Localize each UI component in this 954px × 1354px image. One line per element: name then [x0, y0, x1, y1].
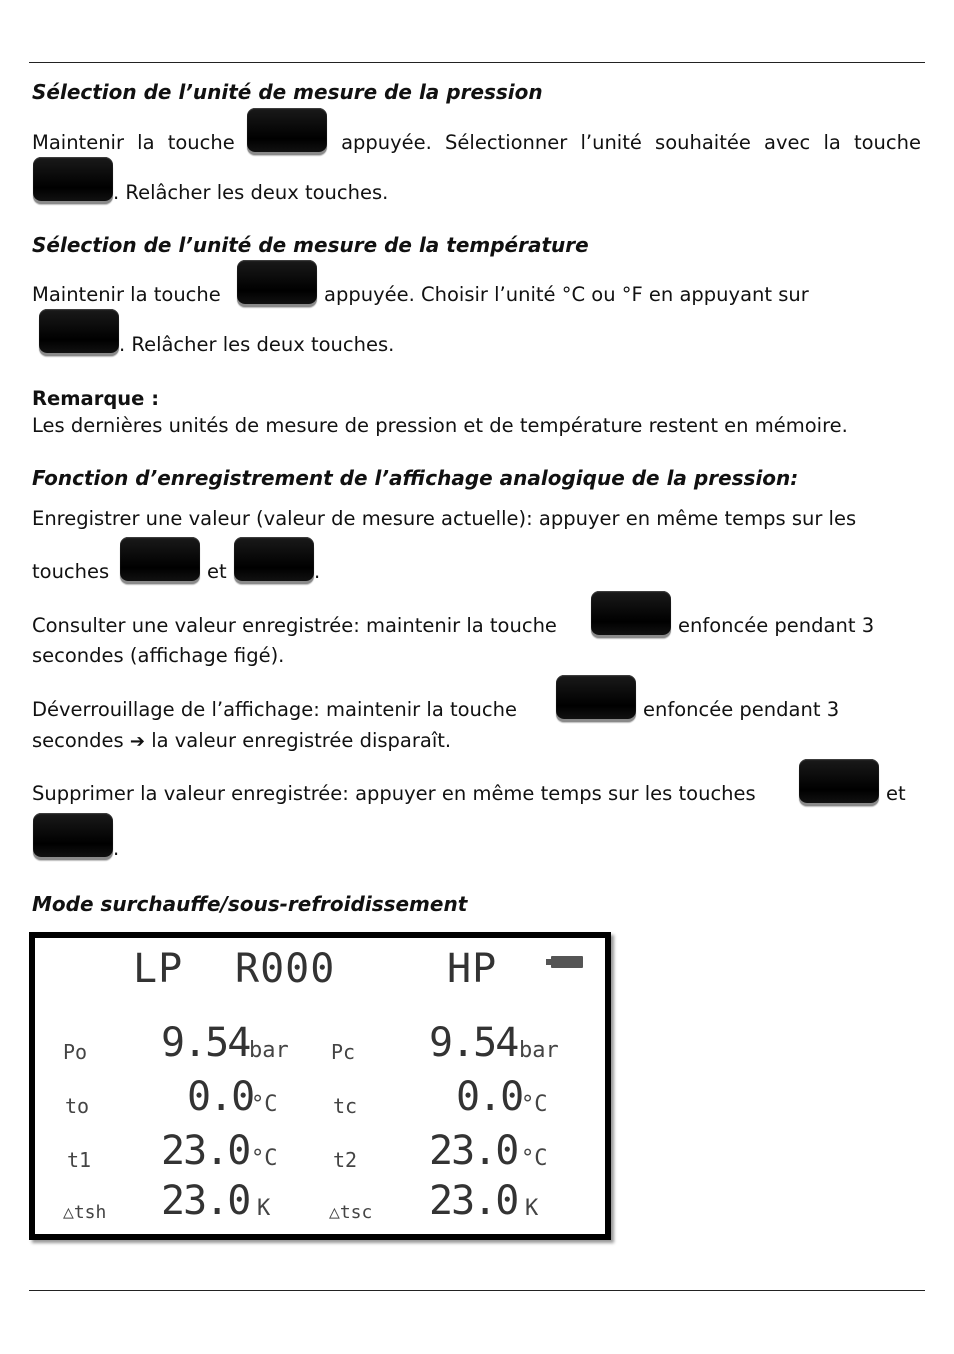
lcd-unit: °C — [521, 1092, 548, 1117]
recording-p3-line1a: Déverrouillage de l’affichage: maintenir la touche — [32, 698, 517, 721]
lcd-value: 23.0 — [161, 1128, 250, 1174]
arrow-right-icon: ➔ — [129, 731, 145, 752]
battery-icon — [551, 956, 583, 968]
text: touche — [167, 131, 235, 154]
pressure-unit-line2: . Relâcher les deux touches. — [113, 181, 389, 204]
recording-p1-line2a: touches — [32, 560, 110, 583]
temperature-unit-line1a: Maintenir la touche — [32, 283, 221, 306]
bottom-rule — [29, 1290, 925, 1291]
recording-p3-line1b: enfoncée pendant 3 — [643, 698, 840, 721]
remark-text: Les dernières unités de mesure de pression et de température restent en mémoire. — [32, 414, 848, 437]
lcd-label: tc — [333, 1094, 358, 1118]
device-key-icon — [591, 591, 671, 635]
heading-recording: Fonction d’enregistrement de l’affichage analogique de la pression: — [32, 466, 799, 490]
text: Sélectionner — [445, 131, 568, 154]
lcd-title-refrigerant: R000 — [235, 946, 336, 992]
recording-p4-line2: . — [113, 837, 120, 860]
recording-p3-line2 — [32, 729, 451, 752]
heading-superheat: Mode surchauffe/sous-refroidissement — [32, 892, 468, 916]
lcd-label: △tsh — [63, 1202, 107, 1223]
recording-p4-line1a: Supprimer la valeur enregistrée: appuyer en même temps sur les touches — [32, 782, 756, 805]
temperature-unit-line1b: appuyée. Choisir l’unité °C ou °F en appuyant sur — [324, 283, 809, 306]
lcd-value: 9.54 — [161, 1020, 250, 1066]
lcd-value: 23.0 — [429, 1128, 518, 1174]
lcd-unit: °C — [251, 1146, 278, 1171]
text: Maintenir — [32, 131, 124, 154]
text: avec — [764, 131, 811, 154]
lcd-value: 0.0 — [187, 1074, 254, 1120]
recording-p1-line1: Enregistrer une valeur (valeur de mesure actuelle): appuyer en même temps sur les — [32, 507, 857, 530]
lcd-value: 23.0 — [161, 1178, 250, 1224]
lcd-title-hp: HP — [447, 946, 498, 992]
heading-pressure-unit: Sélection de l’unité de mesure de la pression — [32, 80, 543, 104]
device-key-icon — [120, 537, 200, 581]
lcd-unit: K — [257, 1196, 271, 1221]
text: la — [823, 131, 841, 154]
text: souhaitée — [655, 131, 751, 154]
lcd-label: Pc — [331, 1040, 356, 1064]
lcd-value: 23.0 — [429, 1178, 518, 1224]
pressure-unit-line1 — [32, 131, 921, 154]
lcd-title-lp: LP — [133, 946, 184, 992]
remark-label: Remarque : — [32, 387, 159, 410]
recording-p1-line2b: et — [207, 560, 227, 583]
device-key-icon — [799, 759, 879, 803]
device-key-icon — [237, 260, 317, 304]
lcd-unit: K — [525, 1196, 539, 1221]
top-rule — [29, 62, 925, 63]
recording-p2-line1a: Consulter une valeur enregistrée: maintenir la touche — [32, 614, 557, 637]
lcd-label: △tsc — [329, 1202, 373, 1223]
text: touche — [853, 131, 921, 154]
text: la — [137, 131, 155, 154]
text: l’unité — [580, 131, 642, 154]
lcd-value: 9.54 — [429, 1020, 518, 1066]
lcd-value: 0.0 — [456, 1074, 523, 1120]
lcd-display — [29, 932, 611, 1240]
lcd-label: to — [65, 1094, 90, 1118]
lcd-unit: °C — [251, 1092, 278, 1117]
heading-temperature-unit: Sélection de l’unité de mesure de la température — [32, 233, 589, 257]
text: secondes — [32, 729, 124, 752]
recording-p4-line1b: et — [886, 782, 906, 805]
recording-p1-line2c: . — [314, 560, 321, 583]
device-key-icon — [234, 537, 314, 581]
recording-p2-line2: secondes (affichage figé). — [32, 644, 285, 667]
lcd-label: Po — [63, 1040, 88, 1064]
lcd-label: t1 — [67, 1148, 92, 1172]
temperature-unit-line2: . Relâcher les deux touches. — [119, 333, 395, 356]
device-key-icon — [247, 108, 327, 152]
recording-p2-line1b: enfoncée pendant 3 — [678, 614, 875, 637]
lcd-label: t2 — [333, 1148, 358, 1172]
device-key-icon — [556, 675, 636, 719]
lcd-unit: °C — [521, 1146, 548, 1171]
lcd-unit: bar — [519, 1038, 559, 1063]
lcd-unit: bar — [249, 1038, 289, 1063]
device-key-icon — [33, 813, 113, 857]
device-key-icon — [33, 157, 113, 201]
device-key-icon — [39, 309, 119, 353]
text: appuyée. — [341, 131, 432, 154]
text: la valeur enregistrée disparaît. — [151, 729, 452, 752]
